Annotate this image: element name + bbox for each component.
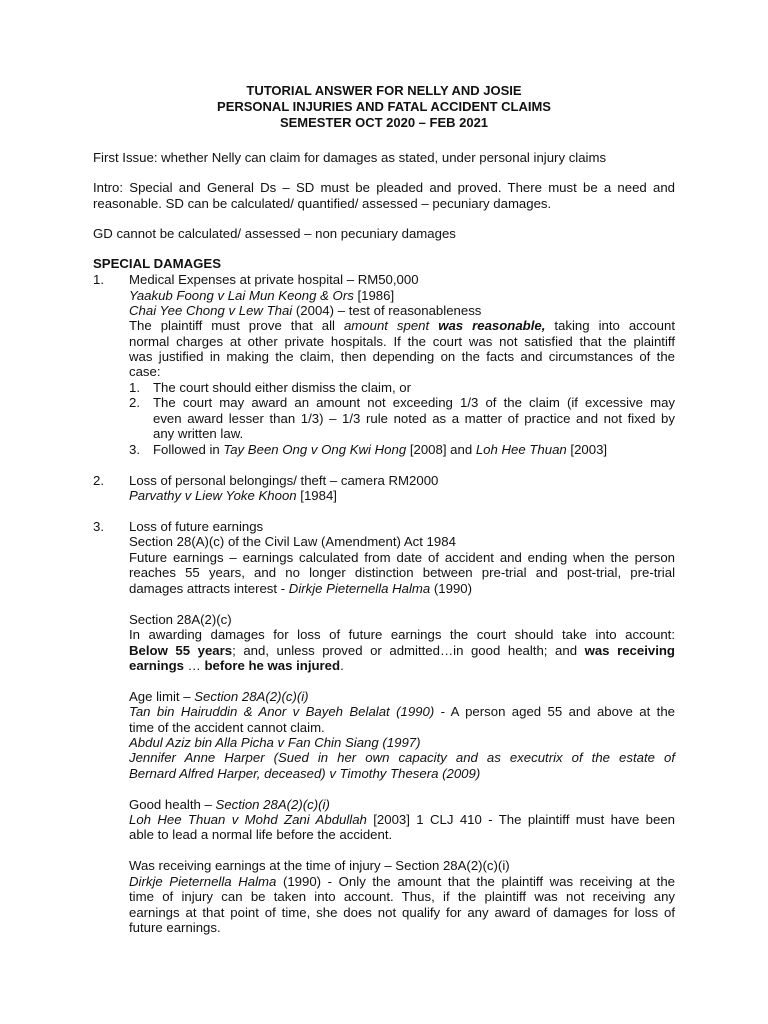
awarding-line-2 [129,643,675,659]
case-name: Loh Hee Thuan v Mohd Zani Abdullah [129,812,367,827]
text-run: was receiving [584,643,675,658]
case-name: Loh Hee Thuan [475,442,567,457]
future-earnings-line-3 [129,581,675,597]
first-issue: First Issue: whether Nelly can claim for damages as stated, under personal injury claims [93,150,607,165]
sub-3-text [153,442,675,458]
good-health [129,797,675,813]
case-name: Parvathy v Liew Yoke Khoon [129,488,297,503]
item-1-number: 1. [93,272,104,287]
text-run: (1990) - Only the amount that the plaintiff was receiving at the [276,874,675,889]
case-note: (2004) – test of reasonableness [292,303,482,318]
item-1-para-line-4: case: [129,364,161,379]
dirkje-line-2: time of injury can be taken into account. Thus, if the plaintiff was not receiving any [129,889,675,904]
loh-case-line-2: able to lead a normal life before the accident. [129,827,393,842]
text-run: Section 28A(2)(c)(i) [194,689,309,704]
sub-1-text: The court should either dismiss the claim, or [153,380,411,395]
doc-title-line-2: PERSONAL INJURIES AND FATAL ACCIDENT CLAIMS [217,99,551,114]
dirkje-line-3: earnings at that point of time, she does not qualify for any award of damages for loss of [129,905,675,920]
doc-title-line-3: SEMESTER OCT 2020 – FEB 2021 [279,115,489,130]
item-1-para-line-1 [129,318,675,334]
was-receiving-heading: Was receiving earnings at the time of injury – Section 28A(2)(c)(i) [129,858,510,873]
case-name: Dirkje Pieternella Halma [288,581,431,596]
item-2-case [129,488,675,504]
jennifer-case-line-2: Bernard Alfred Harper, deceased) v Timothy Thesera (2009) [129,766,481,781]
text-run: [2003] [566,442,608,457]
item-1-case-1 [129,288,675,304]
tan-case-line-1 [129,704,675,720]
special-damages-heading: SPECIAL DAMAGES [93,256,221,271]
intro-line-2: reasonable. SD can be calculated/ quantified/ assessed – pecuniary damages. [93,196,552,211]
text-run: [2008] and [406,442,476,457]
case-name: Tay Been Ong v Ong Kwi Hong [223,442,407,457]
age-limit [129,689,675,705]
jennifer-case-line-1: Jennifer Anne Harper (Sued in her own capacity and as executrix of the estate of [129,750,675,765]
text-run: ; and, unless proved or admitted…in good health; and [232,643,585,658]
case-name: Tan bin Hairuddin & Anor v Bayeh Belalat (1990) [129,704,435,719]
dirkje-line-1 [129,874,675,890]
item-2-number: 2. [93,473,104,488]
awarding-line-3 [129,658,675,674]
tan-case-line-2: time of the accident cannot claim. [129,720,325,735]
text-run: - A person aged 55 and above at the [434,704,675,719]
gd-statement: GD cannot be calculated/ assessed – non pecuniary damages [93,226,456,241]
text-run [429,318,438,333]
text-run: before he was injured [204,658,341,673]
intro-line-1: Intro: Special and General Ds – SD must be pleaded and proved. There must be a need and [93,180,675,195]
text-run: Followed in [153,442,224,457]
sub-1-number: 1. [129,380,140,395]
text-run: (1990) [430,581,473,596]
sub-2-line-2: even award lesser than 1/3) – 1/3 rule noted as a matter of practice and not fixed by [153,411,675,426]
case-name: Chai Yee Chong v Lew Thai [129,303,293,318]
dirkje-line-4: future earnings. [129,920,221,935]
text-run: … [183,658,205,673]
future-earnings-line-2: reaches 55 years, and no longer distinction between pre-trial and post-trial, pre-trial [129,565,675,580]
loh-case-line-1 [129,812,675,828]
item-1-title: Medical Expenses at private hospital – RM50,000 [129,272,419,287]
item-1-para-line-3: was justified in making the claim, then depending on the facts and circumstances of the [129,349,675,364]
text-run: earnings [129,658,184,673]
item-3-title: Loss of future earnings [129,519,264,534]
case-year: [1984] [296,488,337,503]
text-run: The plaintiff must prove that all [129,318,344,333]
text-run: Section 28A(2)(c)(i) [215,797,330,812]
case-name: Dirkje Pieternella Halma [129,874,277,889]
sub-2-number: 2. [129,395,140,410]
future-earnings-line-1: Future earnings – earnings calculated from date of accident and ending when the person [129,550,675,565]
item-1-case-2 [129,303,675,319]
sub-2-line-1: The court may award an amount not exceeding 1/3 of the claim (if excessive may [153,395,675,410]
text-run: Below 55 years [129,643,233,658]
text-run: . [340,658,344,673]
text-run: Age limit – [129,689,195,704]
doc-title-line-1: TUTORIAL ANSWER FOR NELLY AND JOSIE [246,83,522,98]
abdul-aziz-case: Abdul Aziz bin Alla Picha v Fan Chin Siang (1997) [129,735,421,750]
text-run: [2003] 1 CLJ 410 - The plaintiff must have been [366,812,675,827]
case-year: [1986] [353,288,395,303]
text-run: damages attracts interest - [129,581,289,596]
item-1-para-line-2: normal charges at other private hospitals. If the court was not satisfied that the plaintiff [129,334,675,349]
text-run: amount spent [343,318,430,333]
sub-2-line-3: any written law. [153,426,244,441]
item-3-section: Section 28(A)(c) of the Civil Law (Amendment) Act 1984 [129,534,456,549]
text-run: Good health – [129,797,216,812]
section-28a2c: Section 28A(2)(c) [129,612,232,627]
item-2-title: Loss of personal belongings/ theft – camera RM2000 [129,473,439,488]
text-run: taking into account [545,318,676,333]
sub-3-number: 3. [129,442,140,457]
awarding-line-1: In awarding damages for loss of future earnings the court should take into account: [129,627,675,642]
item-3-number: 3. [93,519,104,534]
case-name: Yaakub Foong v Lai Mun Keong & Ors [129,288,354,303]
text-run: was reasonable, [438,318,546,333]
